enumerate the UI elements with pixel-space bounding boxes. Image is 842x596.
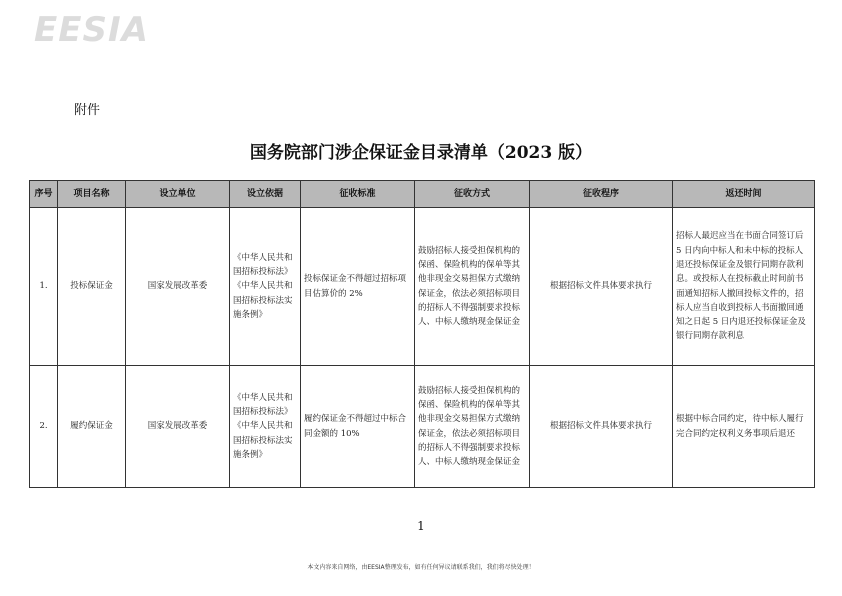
header-procedure: 征收程序 — [530, 181, 673, 208]
row-no: 2. — [30, 366, 58, 488]
row-no: 1. — [30, 208, 58, 366]
document-title: 国务院部门涉企保证金目录清单（2023 版） — [249, 143, 593, 163]
row-basis: 《中华人民共和国招标投标法》《中华人民共和国招标投标法实施条例》 — [230, 208, 301, 366]
header-basis: 设立依据 — [230, 181, 301, 208]
row-unit: 国家发展改革委 — [126, 208, 230, 366]
header-standard: 征收标准 — [301, 181, 415, 208]
header-method: 征收方式 — [415, 181, 530, 208]
table-row — [30, 366, 815, 488]
table-header-row — [30, 181, 815, 208]
page-number: 1 — [417, 519, 425, 533]
deposit-catalog-table — [29, 180, 815, 488]
row-name: 履约保证金 — [58, 366, 126, 488]
row-name: 投标保证金 — [58, 208, 126, 366]
row-standard: 投标保证金不得超过招标项目估算价的 2% — [301, 208, 415, 366]
footer-disclaimer: 本文内容来自网络，由EESIA整理发布，如有任何异议请联系我们，我们将尽快处理！ — [307, 564, 535, 571]
row-return-time: 根据中标合同约定，待中标人履行完合同约定权利义务事项后退还 — [673, 366, 815, 488]
header-unit: 设立单位 — [126, 181, 230, 208]
row-method: 鼓励招标人接受担保机构的保函、保险机构的保单等其他非现金交易担保方式缴纳保证金，依法必须招标项目的招标人不得强制要求投标人、中标人缴纳现金保证金 — [415, 366, 530, 488]
row-standard: 履约保证金不得超过中标合同金额的 10% — [301, 366, 415, 488]
row-procedure: 根据招标文件具体要求执行 — [530, 208, 673, 366]
header-no: 序号 — [30, 181, 58, 208]
row-basis: 《中华人民共和国招标投标法》《中华人民共和国招标投标法实施条例》 — [230, 366, 301, 488]
row-procedure: 根据招标文件具体要求执行 — [530, 366, 673, 488]
row-method: 鼓励招标人接受担保机构的保函、保险机构的保单等其他非现金交易担保方式缴纳保证金，依法必须招标项目的招标人不得强制要求投标人、中标人缴纳现金保证金 — [415, 208, 530, 366]
header-return-time: 返还时间 — [673, 181, 815, 208]
row-return-time: 招标人最迟应当在书面合同签订后 5 日内向中标人和未中标的投标人退还投标保证金及银行同期存款利息。或投标人在投标截止时间前书面通知招标人撤回投标文件的，招标人应当自收到投标人书面撤回通知之日起 5 日内退还投标保证金及银行同期存款利息 — [673, 208, 815, 366]
eesia-logo: EESIA — [34, 10, 149, 50]
header-name: 项目名称 — [58, 181, 126, 208]
row-unit: 国家发展改革委 — [126, 366, 230, 488]
table-row — [30, 208, 815, 366]
attachment-label: 附件 — [74, 103, 101, 118]
